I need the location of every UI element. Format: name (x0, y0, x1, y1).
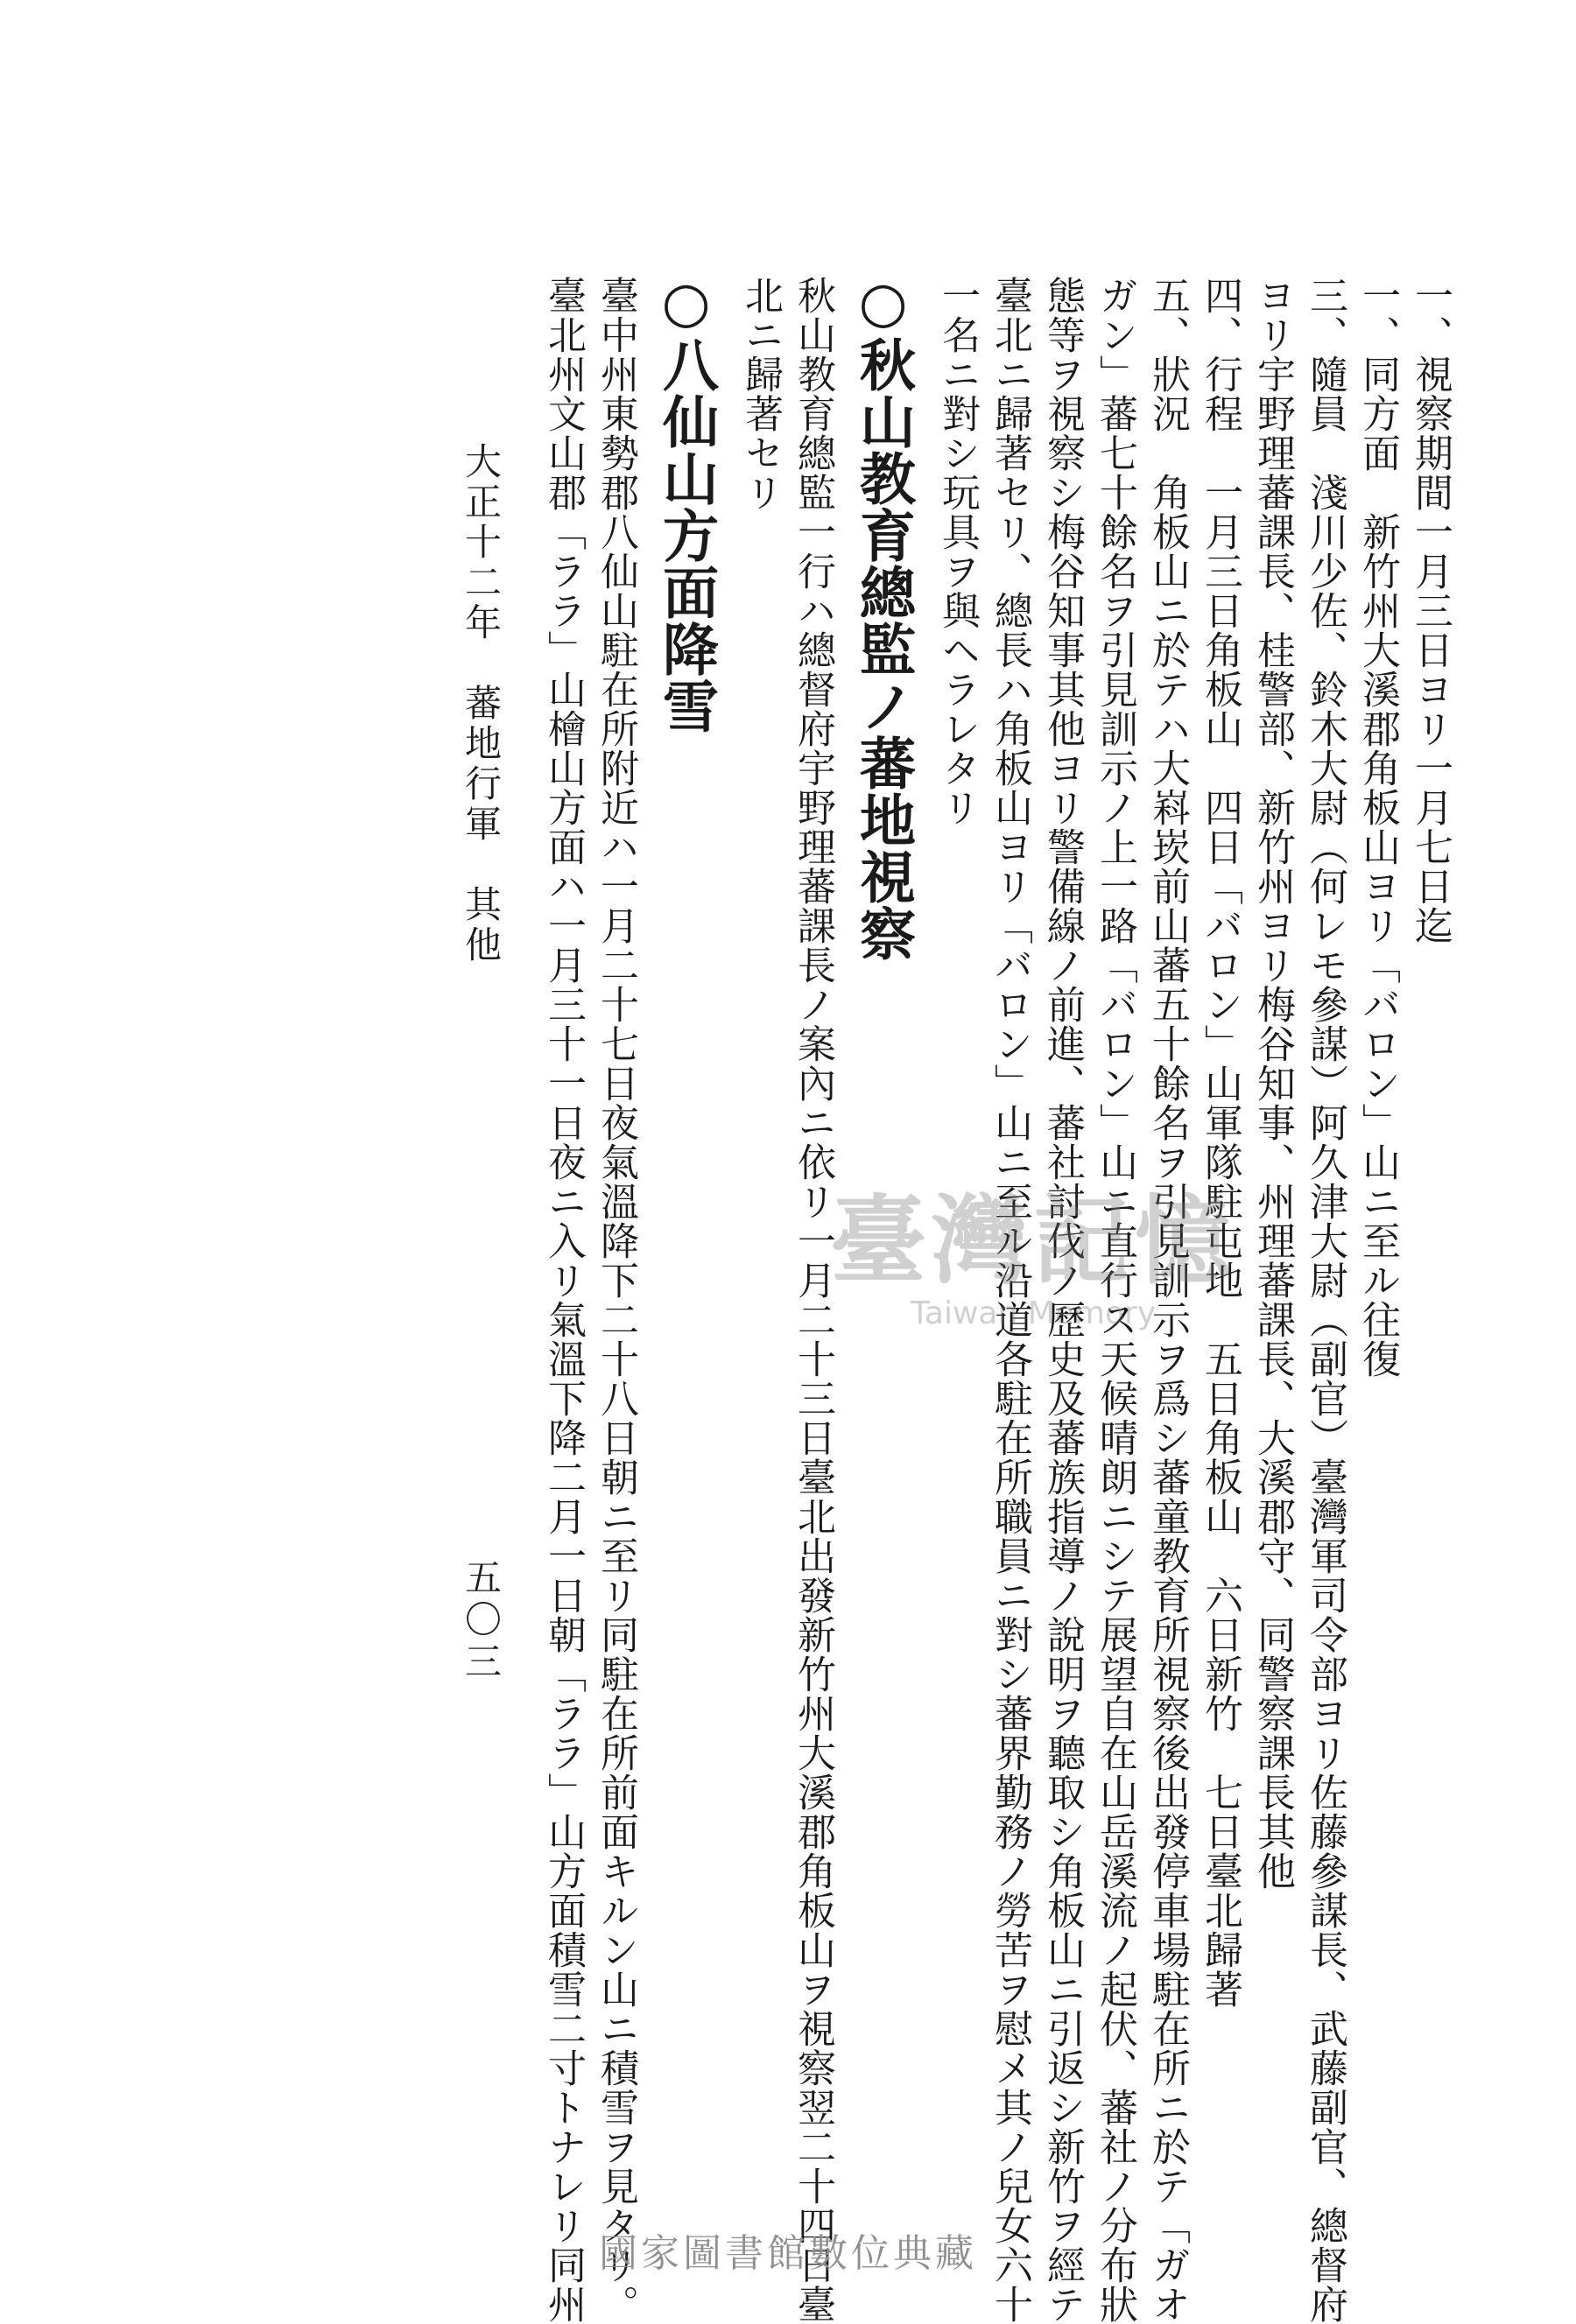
watermark-english: Taiwan Memory (910, 1295, 1157, 1331)
text-line-10: 一名ニ對シ玩具ヲ與ヘラレタリ (935, 276, 980, 827)
page-number: 五〇三 (460, 1558, 503, 1684)
text-line-2: 一、同方面 新竹州大溪郡角板山ヨリ「バロン」山ニ至ル往復 (1355, 276, 1400, 1379)
text-line-5: 四、行程 一月三日角板山 四日「バロン」山軍隊駐屯地 五日角板山 六日新竹 七日臺北歸著 (1198, 276, 1242, 2009)
watermark (788, 1164, 1278, 1331)
text-line-1: 一、視察期間一月三日ヨリ一月七日迄 (1408, 276, 1453, 945)
watermark-chinese: 臺灣記憶 (830, 1184, 1236, 1297)
running-head: 大正十二年 蕃地行軍 其他 (460, 442, 503, 965)
text-line-14: 臺北州文山郡「ララ」山檜山方面ハ一月三十一日夜ニ入リ氣溫下降二月一日朝「ララ」山方面積雪二寸トナレリ同州 (541, 276, 586, 2324)
text-line-9: 臺北ニ歸著セリ、總長ハ角板山ヨリ「バロン」山ニ至ル沿道各駐在所職員ニ對シ蕃界勤務ノ勞苦ヲ慰メ其ノ兒女六十 (988, 276, 1032, 2324)
text-line-12: 北ニ歸著セリ (738, 276, 783, 512)
text-line-7: ガン」蕃七十餘名ヲ引見訓示ノ上一路「バロン」山ニ直行ス天候晴朗ニシテ展望自在山岳溪流ノ起伏、蕃社ノ分布狀 (1093, 276, 1137, 2324)
text-line-4: ヨリ宇野理蕃課長、桂警部、新竹州ヨリ梅谷知事、州理蕃課長、大溪郡守、同警察課長其他 (1250, 276, 1295, 1891)
text-line-13: 臺中州東勢郡八仙山駐在所附近ハ一月二十七日夜氣溫降下二十八日朝ニ至リ同駐在所前面キルン山ニ積雪ヲ見タリ。 (594, 276, 638, 2324)
text-line-11: 秋山教育總監一行ハ總督府宇野理蕃課長ノ案內ニ依リ一月二十三日臺北出發新竹州大溪郡角板山ヲ視察翌二十四日臺 (791, 276, 835, 2324)
footer-archive-label: 國家圖書館數位典藏 (599, 2231, 977, 2276)
text-line-6: 五、狀況 角板山ニ於テハ大嵙崁前山蕃五十餘名ヲ引見訓示ヲ爲シ蕃童教育所視察後出發停車場駐在所ニ於テ「ガオ (1145, 276, 1190, 2324)
section-heading-snowfall: ○八仙山方面降雪 (653, 270, 719, 734)
text-line-3: 三、隨員 淺川少佐、鈴木大尉（何レモ參謀）阿久津大尉（副官）臺灣軍司令部ヨリ佐藤參謀長、武藤副官、總督府 (1303, 276, 1347, 2324)
text-line-8: 態等ヲ視察シ梅谷知事其他ヨリ警備線ノ前進、蕃社討伐ノ歷史及蕃族指導ノ說明ヲ聽取シ角板山ニ引返シ新竹ヲ經テ (1040, 276, 1085, 2324)
section-heading-inspection: ○秋山教育總監ノ蕃地視察 (850, 270, 916, 962)
